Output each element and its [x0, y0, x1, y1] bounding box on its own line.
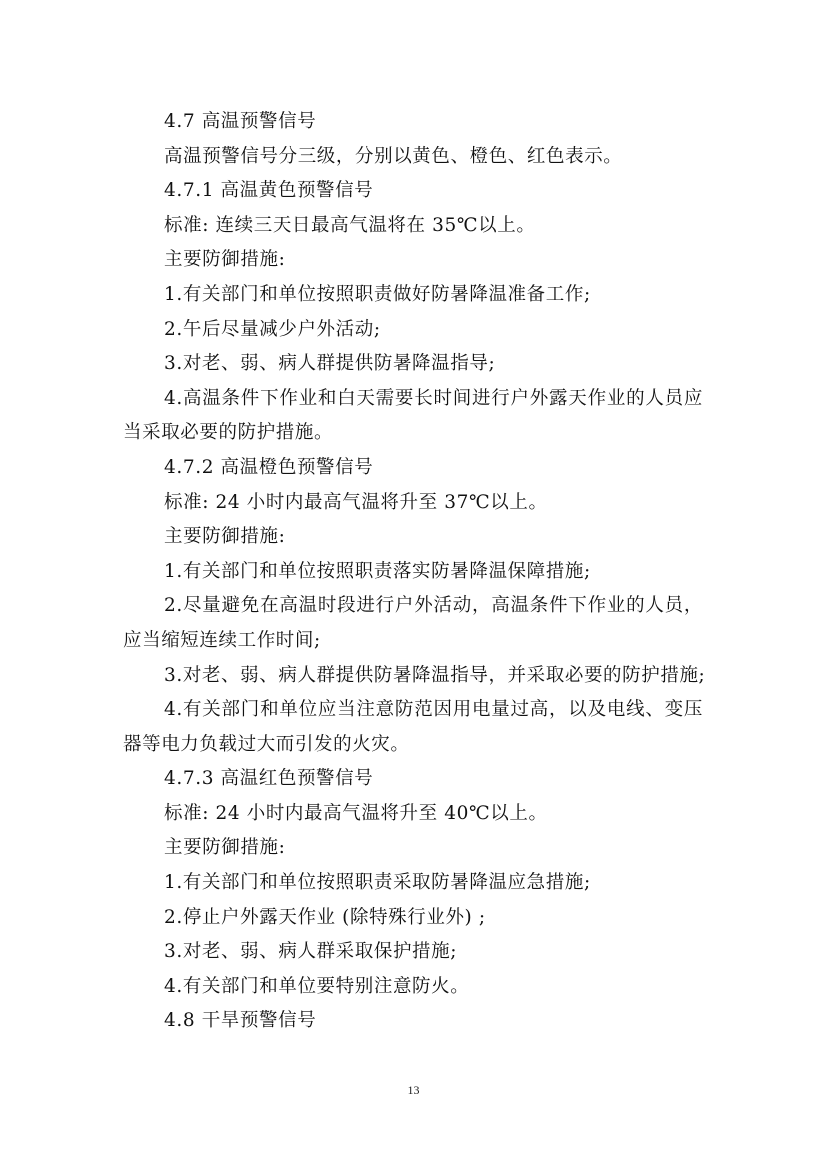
heading-4-7-1: 4.7.1 高温黄色预警信号 [164, 180, 374, 202]
list-item: 1.有关部门和单位按照职责落实防暑降温保障措施; [164, 560, 591, 582]
list-item: 2.午后尽量减少户外活动; [164, 318, 381, 340]
list-item: 2.尽量避免在高温时段进行户外活动，高温条件下作业的人员，应当缩短连续工作时间; [123, 595, 703, 651]
list-item: 3.对老、弱、病人群采取保护措施; [164, 941, 458, 963]
heading-4-7-2: 4.7.2 高温橙色预警信号 [164, 456, 374, 478]
paragraph: 高温预警信号分三级，分别以黄色、橙色、红色表示。 [164, 145, 623, 167]
heading-4-8: 4.8 干旱预警信号 [164, 1010, 317, 1032]
list-item: 4.高温条件下作业和白天需要长时间进行户外露天作业的人员应当采取必要的防护措施。 [123, 387, 703, 444]
list-item: 3.对老、弱、病人群提供防暑降温指导，并采取必要的防护措施; [164, 664, 706, 686]
list-item: 4.有关部门和单位应当注意防范因用电量过高，以及电线、变压器等电力负载过大而引发的火灾。 [123, 699, 703, 755]
list-item: 1.有关部门和单位按照职责采取防暑降温应急措施; [164, 872, 591, 894]
list-item: 1.有关部门和单位按照职责做好防暑降温准备工作; [164, 283, 591, 305]
standard-text: 标准: 连续三天日最高气温将在 35℃以上。 [164, 214, 536, 236]
measures-heading: 主要防御措施: [164, 526, 286, 548]
measures-heading: 主要防御措施: [164, 837, 286, 859]
standard-text: 标准: 24 小时内最高气温将升至 40℃以上。 [164, 802, 548, 824]
measures-heading: 主要防御措施: [164, 249, 286, 271]
list-item: 2.停止户外露天作业 (除特殊行业外) ; [164, 906, 486, 928]
list-item: 4.有关部门和单位要特别注意防火。 [164, 975, 470, 997]
list-item: 3.对老、弱、病人群提供防暑降温指导; [164, 353, 496, 375]
standard-text: 标准: 24 小时内最高气温将升至 37℃以上。 [164, 491, 548, 513]
heading-4-7: 4.7 高温预警信号 [164, 111, 317, 132]
heading-4-7-3: 4.7.3 高温红色预警信号 [164, 768, 374, 790]
document-body [123, 105, 706, 1039]
page-number: 13 [407, 1083, 420, 1097]
